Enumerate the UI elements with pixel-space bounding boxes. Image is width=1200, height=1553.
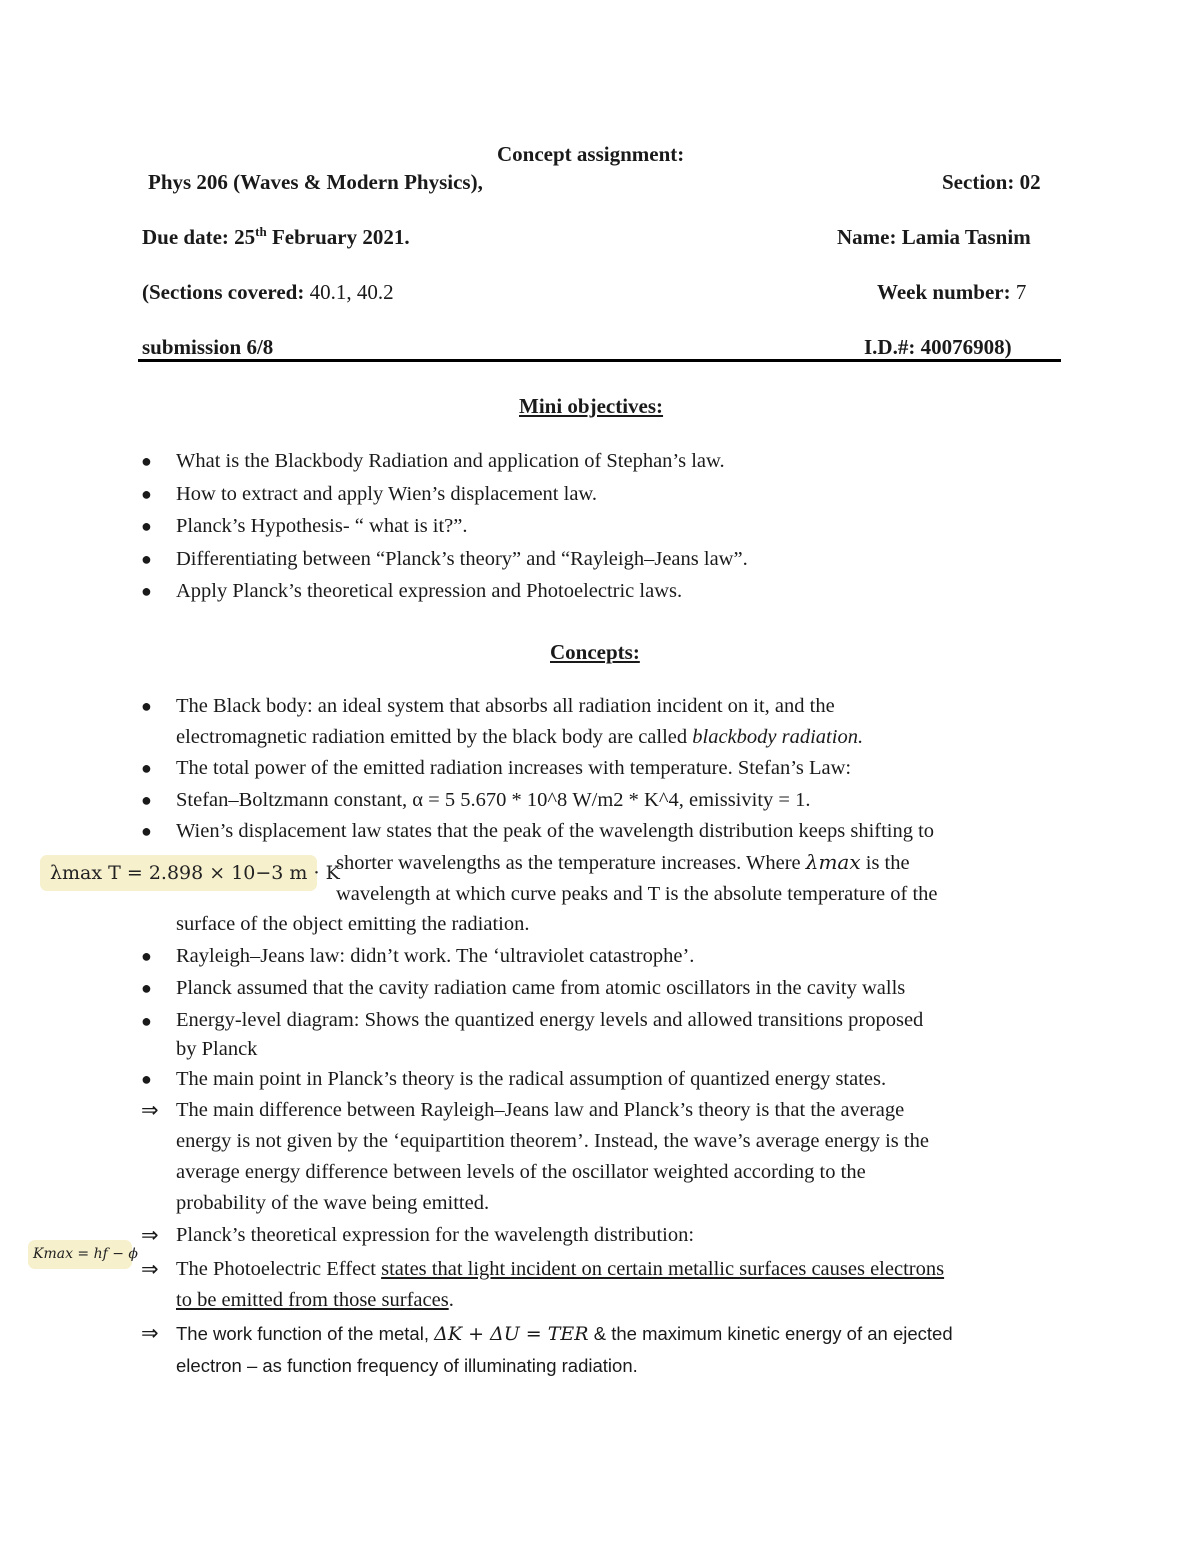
bullet-icon: ● (141, 978, 152, 998)
week-number: Week number: 7 (877, 280, 1027, 304)
bullet-icon: ● (141, 821, 152, 841)
bullet-icon: ● (141, 516, 152, 536)
objective-item: Planck’s Hypothesis- “ what is it?”. (176, 515, 468, 537)
student-id: I.D.#: 40076908) (864, 335, 1012, 359)
concept-blackbody: The Black body: an ideal system that absorbs all radiation incident on it, and the electromagnetic radiation emitted by the black body are called blackbody radiation. (176, 695, 864, 748)
bullet-icon: ● (141, 758, 152, 778)
concept-work-function: The work function of the metal, ΔK + ΔU = TER & the maximum kinetic energy of an ejected electron – as function frequency of illuminating radiation. (176, 1323, 953, 1376)
objective-item: Apply Planck’s theoretical expression and Photoelectric laws. (176, 580, 683, 602)
course-name: Phys 206 (Waves & Modern Physics), (148, 170, 483, 194)
bullet-icon: ● (141, 484, 152, 504)
implies-arrow-icon: ⇒ (141, 1321, 159, 1345)
concept-main-point: The main point in Planck’s theory is the radical assumption of quantized energy states. (176, 1068, 887, 1090)
bullet-icon: ● (141, 581, 152, 601)
implies-arrow-icon: ⇒ (141, 1098, 159, 1122)
concepts-heading: Concepts: (550, 640, 640, 664)
due-date: Due date: 25th February 2021. (142, 224, 410, 249)
objective-item: What is the Blackbody Radiation and application of Stephan’s law. (176, 450, 725, 472)
kmax-formula-image: Kmax = hf − ϕ (28, 1240, 132, 1269)
concept-boltzmann-constant: Stefan–Boltzmann constant, α = 5 5.670 * 10^8 W/m2 * K^4, emissivity = 1. (176, 789, 811, 811)
bullet-icon: ● (141, 549, 152, 569)
concept-wien-end: surface of the object emitting the radiation. (176, 913, 530, 935)
concept-rayleigh-jeans: Rayleigh–Jeans law: didn’t work. The ‘ultraviolet catastrophe’. (176, 945, 695, 967)
concept-wien-continued: shorter wavelengths as the temperature increases. Where λmax is the wavelength at which curve peaks and T is the absolute temperature of the (336, 850, 938, 905)
objective-item: How to extract and apply Wien’s displacement law. (176, 483, 598, 505)
concept-stefan-law: The total power of the emitted radiation increases with temperature. Stefan’s Law: (176, 757, 852, 779)
submission-number: submission 6/8 (142, 335, 274, 359)
bullet-icon: ● (141, 1069, 152, 1089)
bullet-icon: ● (141, 451, 152, 471)
concept-planck-expression: Planck’s theoretical expression for the wavelength distribution: (176, 1224, 695, 1246)
concept-wien-law: Wien’s displacement law states that the peak of the wavelength distribution keeps shifting to (176, 820, 935, 842)
work-energy-formula: ΔK + ΔU = TER (434, 1323, 589, 1345)
objectives-heading: Mini objectives: (519, 394, 664, 418)
concept-main-difference: The main difference between Rayleigh–Jeans law and Planck’s theory is that the average energy is not given by the ‘equipartition theorem’. Instead, the wave’s average energy is the average energy difference between levels of the oscillator weighted according to the probability of the wave being emitted. (176, 1099, 929, 1214)
implies-arrow-icon: ⇒ (141, 1257, 159, 1281)
section-number: Section: 02 (942, 170, 1041, 194)
sections-covered: (Sections covered: 40.1, 40.2 (142, 280, 394, 304)
bullet-icon: ● (141, 1011, 152, 1031)
concept-energy-level: Energy-level diagram: Shows the quantized energy levels and allowed transitions proposed by Planck (176, 1009, 924, 1060)
document-title: Concept assignment: (497, 142, 685, 166)
bullet-icon: ● (141, 790, 152, 810)
wien-formula-image: λmax T = 2.898 × 10−3 m · K (40, 855, 317, 891)
student-name: Name: Lamia Tasnim (837, 225, 1031, 249)
objective-item: Differentiating between “Planck’s theory” and “Rayleigh–Jeans law”. (176, 548, 748, 570)
concept-planck-oscillators: Planck assumed that the cavity radiation came from atomic oscillators in the cavity walls (176, 977, 906, 999)
bullet-icon: ● (141, 946, 152, 966)
concept-photoelectric: The Photoelectric Effect states that light incident on certain metallic surfaces causes electrons to be emitted from those surfaces. (176, 1258, 945, 1311)
bullet-icon: ● (141, 696, 152, 716)
header-divider (138, 359, 1061, 362)
implies-arrow-icon: ⇒ (141, 1223, 159, 1247)
